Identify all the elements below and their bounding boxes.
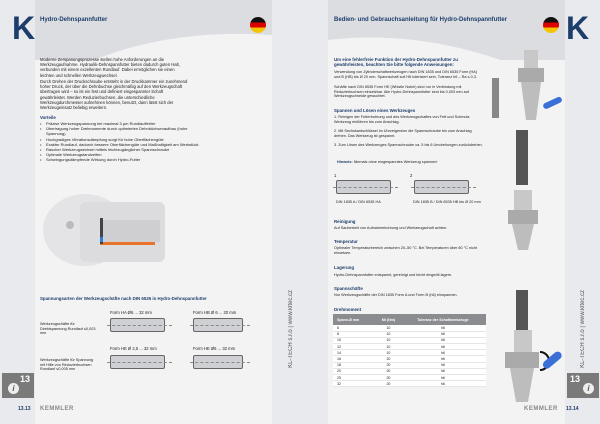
torque-table <box>333 314 486 387</box>
list-item: • Rascher Werkzeugwechsel mittels leichtzugänglicher Spannschraube <box>40 147 200 152</box>
info-icon: i <box>8 383 19 394</box>
shanks-text: Nur Werkzeugschäfte der DIN 1835 Form A und Form B (h6) einspannen. <box>334 293 458 297</box>
torque-heading: Drehmoment <box>334 307 362 312</box>
germany-flag-icon <box>543 17 559 33</box>
side-label: KL-TECH s.r.o | www.kltec.cz <box>288 290 294 368</box>
chapter-badge[interactable] <box>2 373 34 398</box>
shank-drawing <box>336 180 391 194</box>
intro-paragraph: Durch Drehen der Druckschraube entsteht in der Druckkammer ein zunehmend hoher Druck, der über die Dehnbuchse gleichmäßig auf den Werkzeugschaft übertragen wird – so ist ein fest und definiert eingespannter Schaft gewährleistet. Werden Reduzierbuchsen, die unterschiedliche Werkzeugdurchmesser aufnehmen können, benutzt, dann lässt sich der Werkzeugeinsatz beliebig erweitern. <box>40 79 188 111</box>
advantages-heading: Vorteile <box>40 115 56 120</box>
table-cell: 12 <box>333 344 377 350</box>
temperature-heading: Temperatur <box>334 239 358 244</box>
paragraph: Schäfte nach DIN 6535 Form HE (Whistle Notch) sind nur in Verbindung mit Reduzierbuchsen einsetzbar. Alle Hydro-Dehnspannfutter sind bis 0,003 mm auf Werkzeugschneide gewuchtet. <box>334 85 469 99</box>
table-cell: 10 <box>333 337 377 343</box>
table-cell: h6 <box>400 368 486 374</box>
note-text: Niemals ohne eingespanntes Werkzeug spannen! <box>353 160 438 164</box>
paragraph: Verwendung von Zylinderschaftwerkzeugen nach DIN 1835 und DIN 6535 Form (HA) und B (HB) bis Ø 20 mm. Spannschaft soll H6 tolerisiert sein, Toleranz h6 – Ra ≤ 0,3. <box>334 70 478 79</box>
table-cell: h6 <box>400 331 486 337</box>
logo: K <box>12 10 36 46</box>
table-cell: 6 <box>333 325 377 331</box>
table-cell: h6 <box>400 325 486 331</box>
table-cell: 32 <box>333 381 377 387</box>
shank-drawing <box>193 318 243 332</box>
chuck-cutaway-image <box>40 190 170 270</box>
table-cell: h6 <box>400 362 486 368</box>
temperature-text: Optimaler Temperaturbereich zwischen 20–50 °C. Bei Temperaturen über 80 °C nicht einsetzen. <box>334 246 478 255</box>
brand-logo: KEMMLER <box>40 406 74 412</box>
table-cell: 10 <box>377 337 399 343</box>
cleaning-text: Auf Sauberkeit von Aufnahmebohrung und Werkzeugschaft achten. <box>334 226 448 230</box>
advantages-list <box>40 121 200 163</box>
figure-number: 2 <box>410 173 413 178</box>
clamping-heading: Spannen und Lösen eines Werkzeuges <box>334 108 416 113</box>
note <box>337 160 437 165</box>
intro-paragraph: Moderne Zerspanungsprozesse stellen hohe Anforderungen an die Werkzeugaufnahme. Hydraulik-Dehnspannfutter bieten dadurch guten Halt, verbunden mit einem exzellenten Rundlauf. Dabei ermöglichen sie einen leichten und schnellen Werkzeugwechsel. <box>40 57 180 78</box>
step: 2. Mit Sechskantschlüssel im Uhrzeigersinn die Spannschraube bis zum Anschlag drehen. Das Werkzeug ist gespannt. <box>334 129 472 138</box>
side-label: KL-TECH s.r.o | www.kltec.cz <box>580 290 586 368</box>
table-cell: 25 <box>333 375 377 381</box>
list-item: • Schwingungsdämpfende Wirkung durch Hydro-Futter <box>40 157 200 162</box>
row1-label: Werkzeugschäfte für Direktspannung Rundlauf ≤0,003 mm <box>40 322 96 336</box>
form-label: Form HE Ø 2,5 ... 32 mm <box>110 346 157 351</box>
row2-label: Werkzeugschäfte für Spannung mit Hilfe von Reduzierbuchsen Rundlauf ≤0,005 mm <box>40 358 94 372</box>
table-cell: h6 <box>400 350 486 356</box>
shanks-heading: Spannschäfte <box>334 286 363 291</box>
step: 3. Zum Lösen des Werkzeuges Spannschraube ca. 5 bis 6 Umdrehungen zurückdrehen. <box>334 143 483 147</box>
page-number: 13.14 <box>566 406 579 412</box>
info-icon: i <box>583 383 594 394</box>
column-header: Spann-Ø mm <box>333 314 377 325</box>
table-cell: 20 <box>377 362 399 368</box>
table-cell: 20 <box>333 368 377 374</box>
table-cell: 18 <box>333 362 377 368</box>
figure-caption: DIN 1835 B / DIN 6535 HB bis Ø 20 mm <box>413 200 481 204</box>
shank-drawing <box>193 355 243 369</box>
shank-drawing <box>110 355 165 369</box>
list-item: • Hochgradiges Vibrationsdämpfung sorgt für hohe Oberflächengüte <box>40 137 200 142</box>
table-cell: 14 <box>333 350 377 356</box>
note-label: Hinweis: <box>337 160 353 164</box>
table-header-row <box>333 314 486 325</box>
storage-heading: Lagerung <box>334 265 355 270</box>
table-cell: h6 <box>400 381 486 387</box>
column-header: Mt (Nm) <box>377 314 399 325</box>
page-number: 13.13 <box>18 406 31 412</box>
step: 1. Reinigen der Futterbohrung und des Werkzeugschaftes von Fett und Schmutz. Werkzeug einführen bis zum Anschlag. <box>334 115 471 124</box>
shanks-heading: Spannungsarten der Werkzeugschäfte nach DIN 6535 in Hydro-Dehnspannfutter <box>40 296 207 301</box>
table-cell: 10 <box>377 344 399 350</box>
figure-caption: DIN 1835 A / DIN 6535 HA <box>336 200 381 204</box>
table-cell: 20 <box>377 381 399 387</box>
table-cell: 10 <box>377 331 399 337</box>
list-item: • Präzise Werkzeugspannung bei maximal 3 µm Rundlauffehler <box>40 121 200 126</box>
storage-text: Hydro-Dehnspannfutter entspannt, gereinigt und leicht eingeölt lagern. <box>334 273 453 277</box>
germany-flag-icon <box>250 17 266 33</box>
chuck-with-tool-image <box>490 130 565 250</box>
page-title: Bedien- und Gebrauchsanleitung für Hydro-Dehnspannfutter <box>334 17 508 23</box>
chuck-product-image <box>488 50 563 120</box>
form-label: Form HB Ø 6 ... 20 mm <box>193 310 237 315</box>
table-cell: 8 <box>333 331 377 337</box>
table-cell: 16 <box>333 356 377 362</box>
cleaning-heading: Reinigung <box>334 219 356 224</box>
chapter-number: 13 <box>570 374 581 384</box>
table-cell: h6 <box>400 375 486 381</box>
logo: K <box>566 10 590 46</box>
brand-logo: KEMMLER <box>524 406 558 412</box>
list-item: • Exakter Rundlauf, dadurch bessere Oberflächengüte und Maßhaltigkeit am Werkstück <box>40 142 200 147</box>
list-item: • Optimale Werkzeugstandzeiten <box>40 152 200 157</box>
page-title: Hydro-Dehnspannfutter <box>40 17 108 23</box>
chapter-badge[interactable] <box>567 373 599 398</box>
table-cell: 20 <box>377 375 399 381</box>
table-cell: 20 <box>377 356 399 362</box>
form-label: Form HE Ø6 ... 32 mm <box>193 346 236 351</box>
column-header: Toleranz der Schaftwerkzeuge <box>400 314 486 325</box>
table-cell: h6 <box>400 344 486 350</box>
intro-bold: Um eine fehlerfreie Funktion der Hydro-Dehnspannfutter zu gewährleisten, beachten Sie bitte folgende Anweisungen: <box>334 57 458 67</box>
list-item: • Übertragung hoher Drehmomente durch optimierten Dehnbüchsenaufbau (hohe Spannung) <box>40 126 200 136</box>
table-cell: h6 <box>400 337 486 343</box>
figure-number: 1 <box>334 173 337 178</box>
table-cell: 10 <box>377 350 399 356</box>
table-cell: h6 <box>400 356 486 362</box>
chapter-number: 13 <box>19 374 30 384</box>
form-label: Form HA Ø6 ... 32 mm <box>110 310 152 315</box>
chuck-tightening-image <box>490 290 565 405</box>
shank-drawing <box>414 180 469 194</box>
table-row <box>333 381 486 387</box>
table-cell: 10 <box>377 325 399 331</box>
shank-drawing <box>110 318 165 332</box>
table-cell: 20 <box>377 368 399 374</box>
